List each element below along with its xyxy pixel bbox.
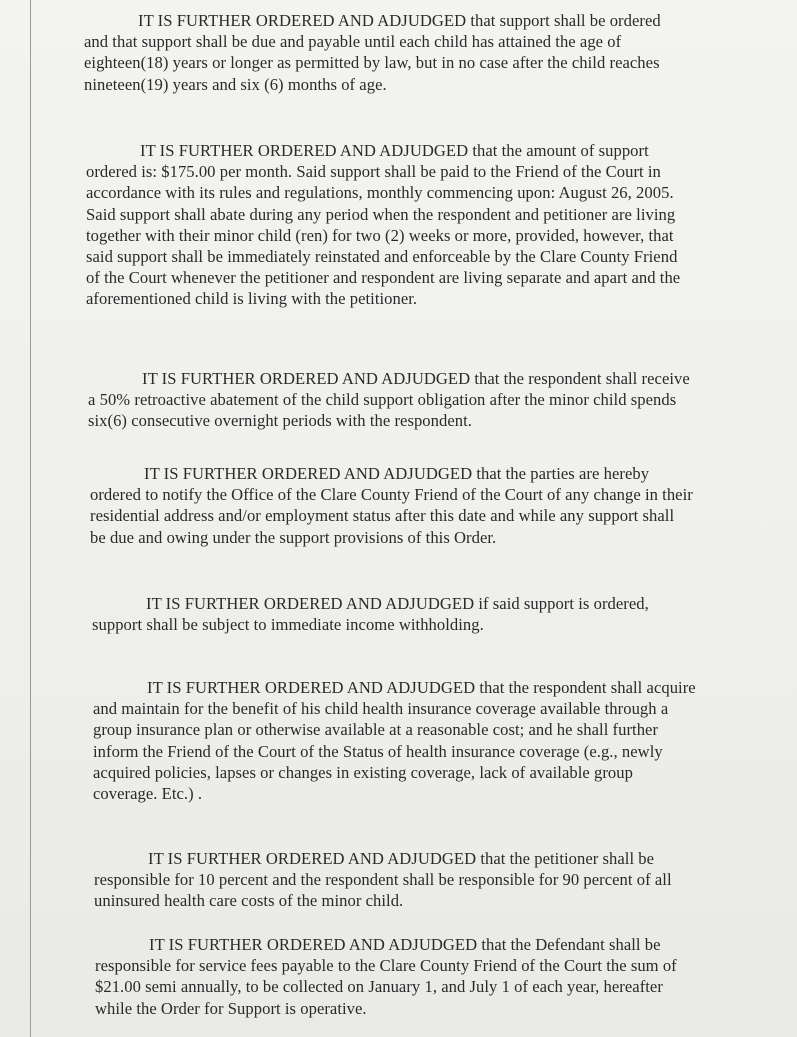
paragraph-line: while the Order for Support is operative. bbox=[95, 998, 367, 1018]
paragraph-line: IT IS FURTHER ORDERED AND ADJUDGED if said support is ordered, bbox=[146, 594, 649, 613]
paragraph-line: $21.00 semi annually, to be collected on January 1, and July 1 of each year, hereafter bbox=[95, 977, 663, 997]
paragraph-line: responsible for 10 percent and the respondent shall be responsible for 90 percent of all bbox=[94, 870, 672, 890]
paragraph-line: residential address and/or employment status after this date and while any support shall bbox=[90, 506, 675, 526]
paragraph-line: IT IS FURTHER ORDERED AND ADJUDGED that the Defendant shall be bbox=[149, 935, 661, 954]
paragraph-line: be due and owing under the support provisions of this Order. bbox=[90, 527, 497, 547]
paragraph-line: inform the Friend of the Court of the Status of health insurance coverage (e.g., newly bbox=[93, 741, 663, 761]
paragraph-line: eighteen(18) years or longer as permitted by law, but in no case after the child reaches bbox=[84, 53, 660, 73]
paragraph-line: IT IS FURTHER ORDERED AND ADJUDGED that the amount of support bbox=[140, 141, 649, 160]
paragraph-line: nineteen(19) years and six (6) months of age. bbox=[84, 74, 387, 94]
paragraph-line: of the Court whenever the petitioner and respondent are living separate and apart and the bbox=[86, 268, 681, 288]
paragraph-line: IT IS FURTHER ORDERED AND ADJUDGED that support shall be ordered bbox=[138, 11, 661, 30]
paragraph-line: ordered to notify the Office of the Clare County Friend of the Court of any change in their bbox=[90, 485, 693, 505]
paragraph-uninsured-costs bbox=[94, 848, 672, 912]
paragraph-line: IT IS FURTHER ORDERED AND ADJUDGED that the petitioner shall be bbox=[148, 849, 655, 868]
paragraph-line: aforementioned child is living with the petitioner. bbox=[86, 289, 418, 309]
paragraph-line: and that support shall be due and payable until each child has attained the age of bbox=[84, 32, 622, 52]
paragraph-line: responsible for service fees payable to the Clare County Friend of the Court the sum of bbox=[95, 956, 677, 976]
paragraph-line: IT IS FURTHER ORDERED AND ADJUDGED that the parties are hereby bbox=[144, 464, 650, 483]
paragraph-line: IT IS FURTHER ORDERED AND ADJUDGED that the respondent shall acquire bbox=[147, 678, 696, 697]
paragraph-health-insurance bbox=[93, 677, 696, 804]
paragraph-line: IT IS FURTHER ORDERED AND ADJUDGED that the respondent shall receive bbox=[142, 369, 690, 388]
paragraph-line: said support shall be immediately reinstated and enforceable by the Clare County Friend bbox=[86, 247, 678, 267]
paragraph-line: uninsured health care costs of the minor child. bbox=[94, 891, 404, 911]
paragraph-line: accordance with its rules and regulations, monthly commencing upon: August 26, 2005. bbox=[86, 183, 674, 203]
paragraph-line: Said support shall abate during any period when the respondent and petitioner are living bbox=[86, 204, 676, 224]
paragraph-line: and maintain for the benefit of his child health insurance coverage available through a bbox=[93, 699, 669, 719]
paragraph-line: a 50% retroactive abatement of the child support obligation after the minor child spends bbox=[88, 390, 677, 410]
left-margin-rule bbox=[30, 0, 31, 1037]
paragraph-support-amount bbox=[86, 140, 680, 310]
paragraph-line: ordered is: $175.00 per month. Said support shall be paid to the Friend of the Court in bbox=[86, 162, 661, 182]
paragraph-notify-changes bbox=[90, 463, 693, 548]
paragraph-line: together with their minor child (ren) for two (2) weeks or more, provided, however, that bbox=[86, 225, 674, 245]
paragraph-line: six(6) consecutive overnight periods with the respondent. bbox=[88, 411, 472, 431]
paragraph-line: acquired policies, lapses or changes in existing coverage, lack of available group bbox=[93, 762, 633, 782]
paragraph-line: support shall be subject to immediate income withholding. bbox=[92, 615, 484, 635]
paragraph-retroactive-abatement bbox=[88, 368, 690, 432]
paragraph-service-fees bbox=[95, 934, 677, 1019]
paragraph-line: group insurance plan or otherwise available at a reasonable cost; and he shall further bbox=[93, 720, 659, 740]
paragraph-age-limit bbox=[84, 10, 661, 95]
paragraph-income-withholding bbox=[92, 593, 649, 635]
paragraph-line: coverage. Etc.) . bbox=[93, 784, 203, 804]
